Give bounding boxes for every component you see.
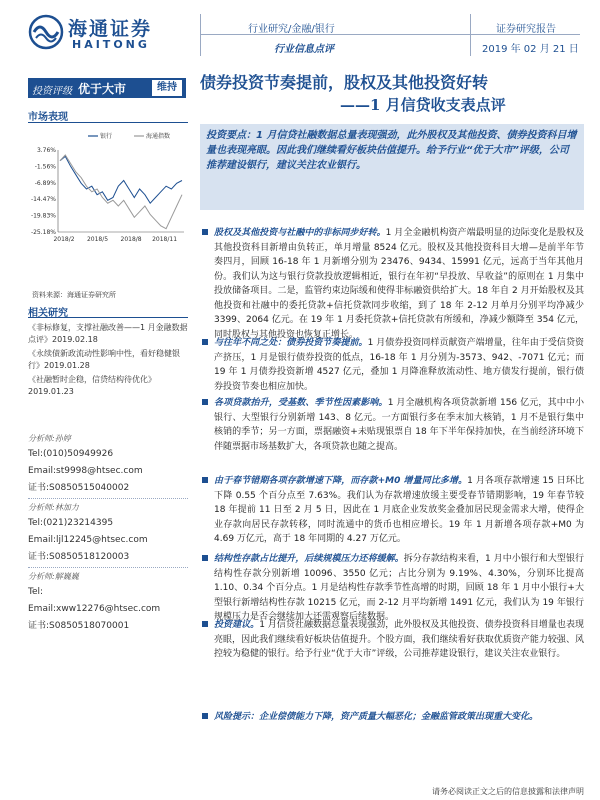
report-header [0, 0, 600, 62]
analyst-name: 分析师:林加力 [28, 503, 79, 512]
analyst-name: 分析师:孙婷 [28, 434, 71, 443]
y-tick-label: -14.47% [30, 196, 56, 204]
bullet-square-icon [202, 399, 208, 405]
y-tick-label: -25.18% [30, 229, 56, 236]
x-tick-label: 2018/8 [120, 236, 142, 243]
y-tick-label: -6.89% [34, 179, 56, 187]
legend-label: 银行 [100, 133, 113, 140]
analyst-tel: Tel: [28, 587, 44, 597]
report-title: 债券投资节奏提前，股权及其他投资好转 [200, 73, 489, 92]
paragraph-lead: 投资建议。 [214, 620, 260, 630]
x-tick-label: 2018/2 [53, 236, 75, 243]
analyst-list [28, 432, 188, 637]
analyst-card [28, 432, 188, 499]
analyst-cert: 证书:S0850515040002 [28, 483, 130, 493]
y-tick-label: -19.83% [30, 212, 56, 220]
market-heading: 市场表现 [28, 112, 68, 123]
analyst-cert: 证书:S0850518070001 [28, 621, 130, 631]
paragraph-text: 1 月全融机构各项贷款新增 156 亿元，其中中小银行、大型银行分别新增 143、8 亿元。一方面银行多在季末加大核销，1 月不是银行集中核销的季节；另一方面，票据融资+未贴现银票自 18 年下半年保持加快，在当前经济环境下伴随票据市场基数扩大，各项贷款也随之提高。 [214, 398, 584, 452]
body-paragraph [200, 710, 538, 725]
body-paragraph [200, 552, 584, 625]
investment-summary: 投资要点：1 月信贷社融数据总量表现强劲，此外股权及其他投资、债券投资科目增量也表现亮眼。因此我们继续看好板块估值提升。给予行业“优于大市”评级，公司推荐建设银行，建议关注农业银行。 [200, 124, 584, 210]
analyst-card [28, 570, 188, 635]
y-tick-label: 3.76% [36, 147, 56, 154]
analyst-card [28, 501, 188, 568]
body-paragraph [200, 618, 584, 662]
brand-cn: 海通证券 [68, 18, 153, 40]
paragraph-lead: 风险提示：企业偿债能力下降，资产质量大幅恶化；金融监管政策出现重大变化。 [214, 712, 539, 722]
header-divider [200, 14, 201, 56]
header-divider [470, 14, 471, 56]
paragraph-lead: 结构性存款占比提升，后续规模压力还将缓解。 [214, 554, 404, 564]
paragraph-lead: 与往年不同之处：债券投资节奏提前。 [214, 338, 368, 348]
report-subcategory: 行业信息点评 [274, 44, 334, 55]
related-item[interactable]: 《非标修复，支撑社融改善——1 月金融数据点评》2019.02.18 [28, 323, 188, 344]
bullet-square-icon [202, 477, 208, 483]
x-tick-label: 2018/11 [152, 236, 178, 243]
legend-label: 海通指数 [146, 133, 171, 140]
body-paragraph [200, 336, 584, 394]
paragraph-text: 1 月全金融机构资产端最明显的边际变化是股权及其他投资科目新增由负转正，单月增量 8524 亿元。股权及其他投资科目大增—是前半年节奏四月，回顾 16-18 年 1 月新增分别为 23476、9434、15991 亿元，远高于当年其他月份。我们认为这与银行贷款投放逻辑相近，银行在年初“早投放、早收益”的原则在 1 月集中投放储备项目。二是，监管约束边际缓和使得非标融资供给扩大。18 年自 2 月开始股权及其他投资和社融中的委托贷款+信托贷款同步收缩，到了 18 年 2-12 月单月分别平均净减少 3399、2064 亿元。在 19 年 1 月委托贷款+信托贷款有所缓和，净减少额降至 354 亿元，同时股权与其他投资也恢复正增长。 [214, 228, 584, 340]
divider [28, 498, 188, 499]
paragraph-lead: 股权及其他投资与社融中的非标同步好转。 [214, 228, 386, 238]
series-line [60, 156, 182, 203]
market-performance-chart [28, 128, 188, 246]
body-paragraph [200, 474, 584, 547]
report-category: 行业研究/金融/银行 [248, 24, 335, 35]
related-heading-rule [28, 317, 188, 318]
report-date: 2019 年 02 月 21 日 [482, 44, 579, 55]
x-tick-label: 2018/5 [86, 236, 109, 243]
related-item[interactable]: 《永续债新政流动性影响中性，看好稳健银行》2019.01.28 [28, 349, 180, 370]
related-research-list [28, 322, 188, 400]
paragraph-text: 1 月信贷社融数据总量表现强劲，此外股权及其他投资、债券投资科目增量也表现亮眼，因此我们继续看好板块估值提升。个股方面，我们继续看好获取优质资产能力较强、风控较为稳健的银行。给予行业“优于大市”评级，公司推荐建设银行，建议关注农业银行。 [214, 620, 584, 659]
y-tick-label: -1.56% [34, 163, 56, 171]
bullet-square-icon [202, 339, 208, 345]
paragraph-lead: 各项贷款抬升，受基数、季节性因素影响。 [214, 398, 388, 408]
related-heading: 相关研究 [28, 308, 68, 319]
bullet-square-icon [202, 621, 208, 627]
paragraph-lead: 由于春节错期各项存款增速下降，而存款+M0 增量同比多增。 [214, 476, 468, 486]
haitong-logo [28, 12, 178, 56]
related-item[interactable]: 《社融暂时企稳，信贷结构待优化》2019.01.23 [28, 375, 156, 396]
analyst-email[interactable]: Email:ljl12245@htsec.com [28, 535, 148, 545]
market-heading-rule [28, 122, 188, 123]
report-type: 证券研究报告 [496, 24, 556, 35]
paragraph-text: 拆分存款结构来看，1 月中小银行和大型银行结构性存款分别新增 10096、3550 亿元；占比分别为 9.19%、4.30%，分别环比提高 1.10、0.34 个百分点。1 月是结构性存款季节性高增的时期，回顾 18 年 1 月中小银行+大型银行新增结构性存款 10215 亿元，而 2-12 月平均新增 1491 亿元，我们认为 19 年银行规模压力是否会继续加大还需观察后续数据。 [214, 554, 584, 622]
bullet-square-icon [202, 555, 208, 561]
analyst-name: 分析师:解巍巍 [28, 572, 79, 581]
brand-en: HAITONG [72, 38, 150, 51]
rating-label: 投资评级 [32, 86, 72, 97]
body-paragraph [200, 396, 584, 454]
legal-disclaimer: 请务必阅读正文之后的信息披露和法律声明 [432, 787, 584, 796]
rating-flag: 维持 [152, 80, 182, 96]
rating-bar [28, 78, 186, 98]
analyst-cert: 证书:S0850518120003 [28, 552, 130, 562]
analyst-tel: Tel:(021)23214395 [28, 518, 114, 528]
divider [28, 567, 188, 568]
analyst-tel: Tel:(010)50949926 [28, 449, 114, 459]
rating-value: 优于大市 [78, 82, 127, 96]
series-line [60, 155, 182, 229]
report-subtitle: ——1 月信贷收支表点评 [340, 96, 506, 114]
analyst-email[interactable]: Email:xww12276@htsec.com [28, 604, 161, 614]
bullet-square-icon [202, 713, 208, 719]
body-paragraph [200, 226, 584, 342]
analyst-email[interactable]: Email:st9998@htsec.com [28, 466, 143, 476]
paragraph-text: 1 月各项存款增速 15 日环比下降 0.55 个百分点至 7.63%。我们认为存款增速放缓主要受春节错期影响，19 年春节较 18 年提前 11 日至 2 月 5 日，因此在 1 月底企业发放奖金叠加居民现金需求大增，使得企业存款向居民存款转移，同时流通中的货币也相应增长。19 年 1 月新增各项存款+M0 为 4.69 万亿元，高于 18 年同期的 4.27 万亿元。 [214, 476, 584, 544]
paragraph-text: 1 月债券投资同样贡献资产端增量，往年由于受信贷资产挤压，1 月是银行债券投资的低点，16-18 年 1 月分别为-3573、942、-7071 亿元；而 19 年 1 月债券投资新增 4527 亿元，叠加 1 月降准释放流动性、地方债发行提前，银行债券投资节奏也相应加快。 [214, 338, 584, 392]
chart-source: 资料来源：海通证券研究所 [32, 291, 116, 299]
haitong-logo-icon [28, 14, 64, 50]
bullet-square-icon [202, 229, 208, 235]
